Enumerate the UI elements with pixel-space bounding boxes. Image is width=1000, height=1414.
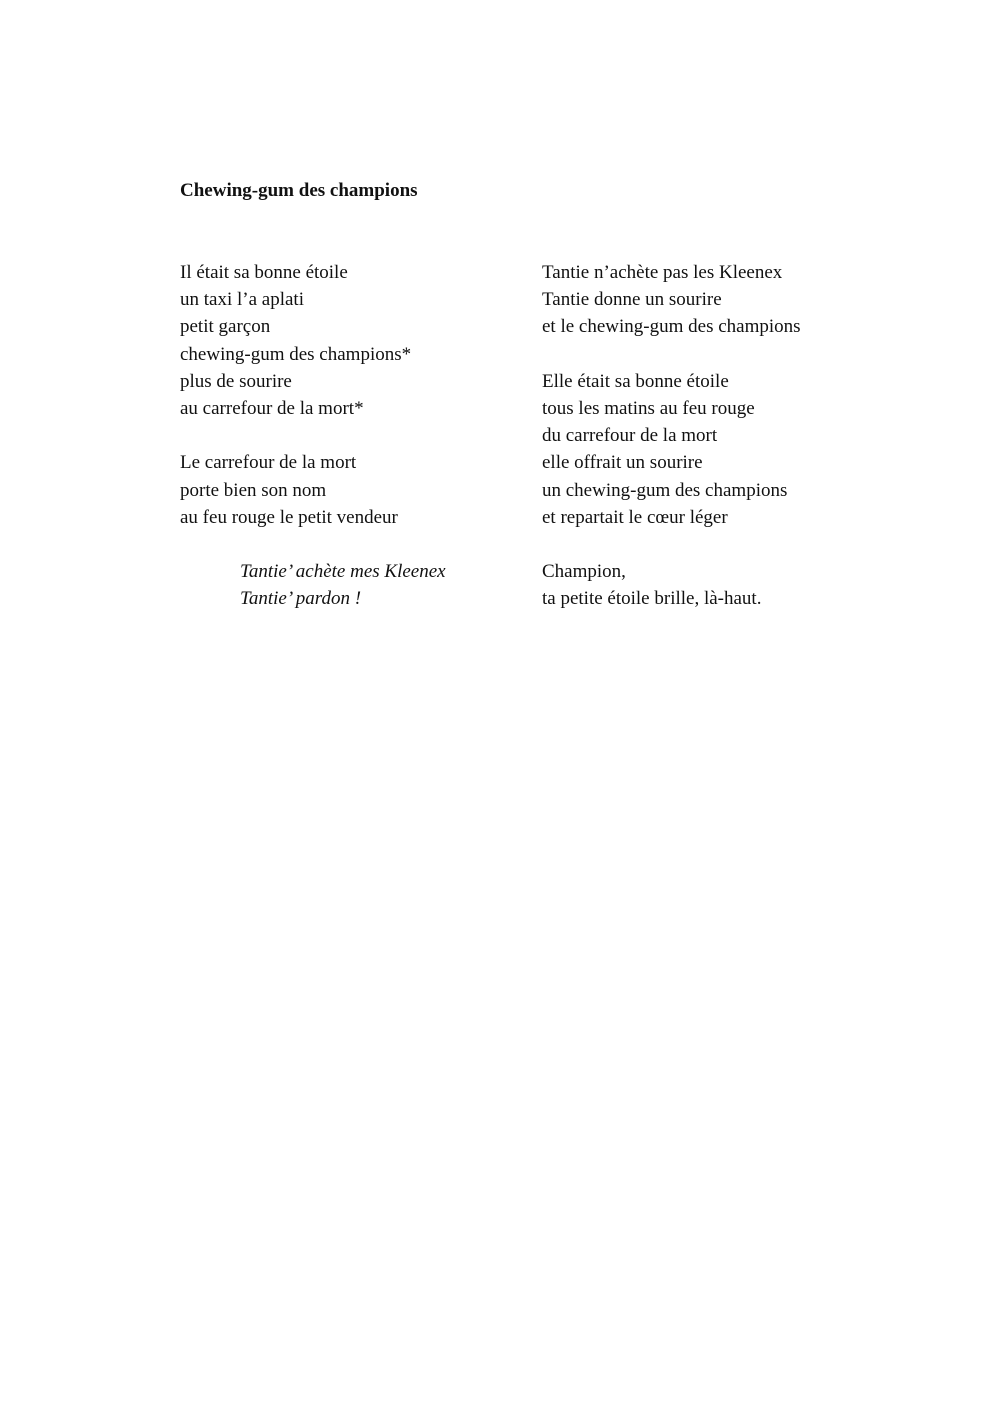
verse-line: au carrefour de la mort*	[180, 398, 364, 420]
stanza	[542, 558, 942, 612]
verse-line: un taxi l’a aplati	[180, 289, 304, 311]
verse-line: Champion,	[542, 561, 626, 583]
verse-line: elle offrait un sourire	[542, 452, 703, 474]
verse-line: et le chewing-gum des champions	[542, 316, 801, 338]
verse-line: Tantie donne un sourire	[542, 289, 722, 311]
stanza	[542, 259, 942, 341]
verse-line: Le carrefour de la mort	[180, 452, 357, 474]
verse-line: au feu rouge le petit vendeur	[180, 506, 398, 528]
verse-line: tous les matins au feu rouge	[542, 398, 755, 419]
stanza	[180, 449, 520, 531]
verse-line: Il était sa bonne étoile	[180, 262, 348, 283]
verse-line: plus de sourire	[180, 370, 292, 392]
verse-line: petit garçon	[180, 316, 271, 338]
verse-line: du carrefour de la mort	[542, 425, 718, 447]
verse-line: Tantie’ pardon !	[240, 588, 362, 610]
verse-line: un chewing-gum des champions	[542, 479, 788, 501]
stanza	[180, 259, 520, 422]
verse-line: chewing-gum des champions*	[180, 343, 412, 365]
italic-refrain-stanza	[180, 558, 520, 612]
poem-left-column	[180, 259, 520, 613]
verse-line: et repartait le cœur léger	[542, 506, 728, 528]
verse-line: porte bien son nom	[180, 479, 327, 501]
verse-line: ta petite étoile brille, là-haut.	[542, 588, 762, 610]
verse-line: Elle était sa bonne étoile	[542, 370, 729, 392]
verse-line: Tantie’ achète mes Kleenex	[240, 561, 446, 583]
poem-title: Chewing-gum des champions	[180, 180, 418, 201]
verse-line: Tantie n’achète pas les Kleenex	[542, 262, 783, 283]
poem-right-column	[542, 259, 942, 613]
stanza	[542, 368, 942, 531]
